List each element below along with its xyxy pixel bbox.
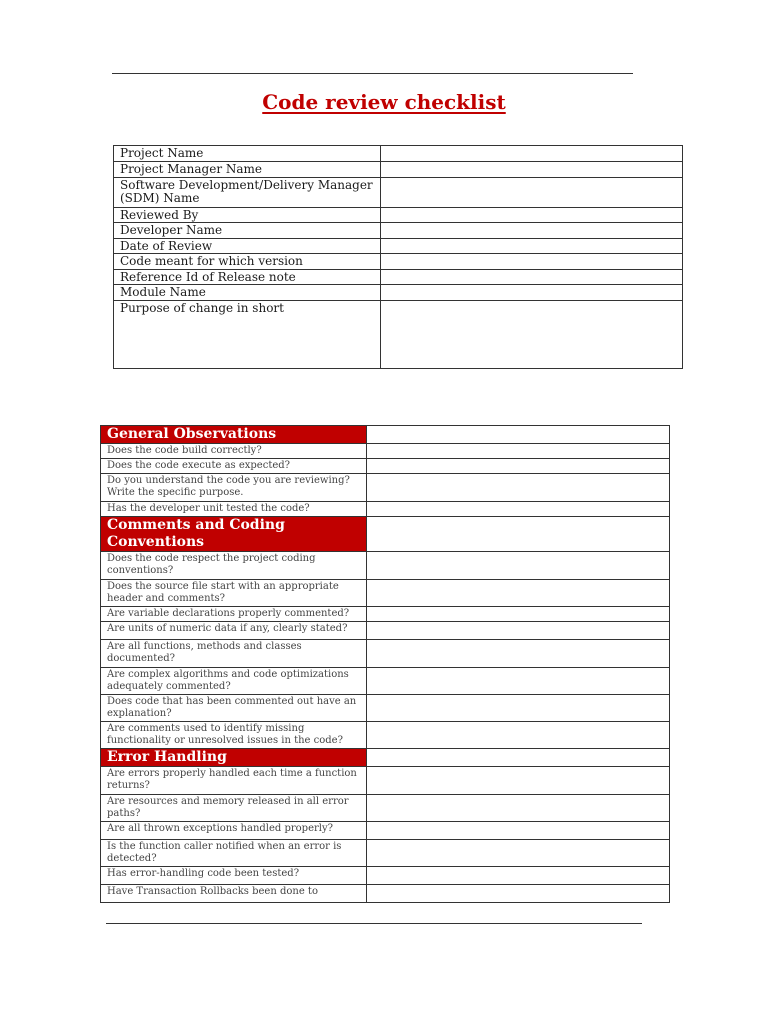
checklist-answer-cell[interactable] [367, 474, 670, 502]
checklist-row [101, 580, 670, 607]
info-label: Date of Review [114, 239, 381, 254]
info-label: Code meant for which version [114, 254, 381, 270]
developer-name-value-cell[interactable] [381, 223, 683, 239]
checklist-row [101, 840, 670, 867]
date-of-review-value-cell[interactable] [381, 239, 683, 254]
info-row-release-note-id [114, 270, 683, 285]
checklist-answer-cell[interactable] [367, 722, 670, 749]
info-label: Project Manager Name [114, 162, 381, 178]
checklist-answer-cell[interactable] [367, 580, 670, 607]
project-name-value-cell[interactable] [381, 146, 683, 162]
checklist-question: Are errors properly handled each time a function returns? [101, 767, 367, 795]
reviewed-by-value-cell[interactable] [381, 208, 683, 223]
section-heading: General Observations [101, 426, 367, 444]
checklist-answer-cell[interactable] [367, 885, 670, 903]
checklist-question: Is the function caller notified when an error is detected? [101, 840, 367, 867]
checklist-table [100, 425, 670, 903]
checklist-question: Does the source file start with an appropriate header and comments? [101, 580, 367, 607]
checklist-row [101, 474, 670, 502]
checklist-answer-cell[interactable] [367, 822, 670, 840]
section-heading: Error Handling [101, 749, 367, 767]
checklist-answer-cell[interactable] [367, 552, 670, 580]
section-answer-cell [367, 749, 670, 767]
info-row-module-name [114, 285, 683, 301]
info-label: Reference Id of Release note [114, 270, 381, 285]
info-row-version [114, 254, 683, 270]
checklist-row [101, 459, 670, 474]
checklist-answer-cell[interactable] [367, 444, 670, 459]
section-answer-cell [367, 426, 670, 444]
checklist-question: Are units of numeric data if any, clearly stated? [101, 622, 367, 640]
checklist-question: Are complex algorithms and code optimizations adequately commented? [101, 668, 367, 695]
info-label: Reviewed By [114, 208, 381, 223]
info-row-purpose [114, 301, 683, 369]
purpose-value-cell[interactable] [381, 301, 683, 369]
module-name-value-cell[interactable] [381, 285, 683, 301]
checklist-answer-cell[interactable] [367, 607, 670, 622]
checklist-row [101, 885, 670, 903]
footer-rule [106, 923, 642, 924]
project-info-table [113, 145, 683, 369]
section-error-handling [101, 749, 670, 767]
info-label: Purpose of change in short [114, 301, 381, 369]
checklist-question: Are variable declarations properly commented? [101, 607, 367, 622]
section-general-observations [101, 426, 670, 444]
checklist-answer-cell[interactable] [367, 795, 670, 822]
header-rule [112, 73, 633, 74]
release-note-id-value-cell[interactable] [381, 270, 683, 285]
checklist-question: Does code that has been commented out have an explanation? [101, 695, 367, 722]
checklist-question: Has error-handling code been tested? [101, 867, 367, 885]
checklist-question: Do you understand the code you are reviewing? Write the specific purpose. [101, 474, 367, 502]
checklist-question: Does the code execute as expected? [101, 459, 367, 474]
info-row-project-manager [114, 162, 683, 178]
checklist-row [101, 795, 670, 822]
checklist-row [101, 822, 670, 840]
checklist-question: Are resources and memory released in all error paths? [101, 795, 367, 822]
page-title: Code review checklist [262, 90, 506, 114]
info-row-sdm-name [114, 178, 683, 208]
info-row-date-of-review [114, 239, 683, 254]
version-value-cell[interactable] [381, 254, 683, 270]
checklist-answer-cell[interactable] [367, 640, 670, 668]
checklist-answer-cell[interactable] [367, 668, 670, 695]
checklist-row [101, 640, 670, 668]
checklist-row [101, 695, 670, 722]
checklist-row [101, 668, 670, 695]
checklist-row [101, 767, 670, 795]
checklist-answer-cell[interactable] [367, 840, 670, 867]
section-answer-cell [367, 517, 670, 552]
section-comments-coding-conventions [101, 517, 670, 552]
checklist-answer-cell[interactable] [367, 867, 670, 885]
info-label: Developer Name [114, 223, 381, 239]
section-heading: Comments and Coding Conventions [101, 517, 367, 552]
checklist-question: Are all functions, methods and classes documented? [101, 640, 367, 668]
info-label: Project Name [114, 146, 381, 162]
info-row-project-name [114, 146, 683, 162]
info-label: Software Development/Delivery Manager (SDM) Name [114, 178, 381, 208]
checklist-answer-cell[interactable] [367, 695, 670, 722]
checklist-row [101, 722, 670, 749]
project-manager-value-cell[interactable] [381, 162, 683, 178]
checklist-question: Have Transaction Rollbacks been done to [101, 885, 367, 903]
sdm-name-value-cell[interactable] [381, 178, 683, 208]
checklist-question: Does the code build correctly? [101, 444, 367, 459]
checklist-row [101, 502, 670, 517]
checklist-row [101, 444, 670, 459]
info-label: Module Name [114, 285, 381, 301]
checklist-answer-cell[interactable] [367, 767, 670, 795]
checklist-answer-cell[interactable] [367, 459, 670, 474]
checklist-question: Does the code respect the project coding conventions? [101, 552, 367, 580]
checklist-row [101, 552, 670, 580]
checklist-question: Has the developer unit tested the code? [101, 502, 367, 517]
info-row-reviewed-by [114, 208, 683, 223]
checklist-row [101, 867, 670, 885]
checklist-question: Are all thrown exceptions handled properly? [101, 822, 367, 840]
info-row-developer-name [114, 223, 683, 239]
checklist-row [101, 622, 670, 640]
checklist-row [101, 607, 670, 622]
checklist-question: Are comments used to identify missing functionality or unresolved issues in the code? [101, 722, 367, 749]
checklist-answer-cell[interactable] [367, 502, 670, 517]
checklist-answer-cell[interactable] [367, 622, 670, 640]
